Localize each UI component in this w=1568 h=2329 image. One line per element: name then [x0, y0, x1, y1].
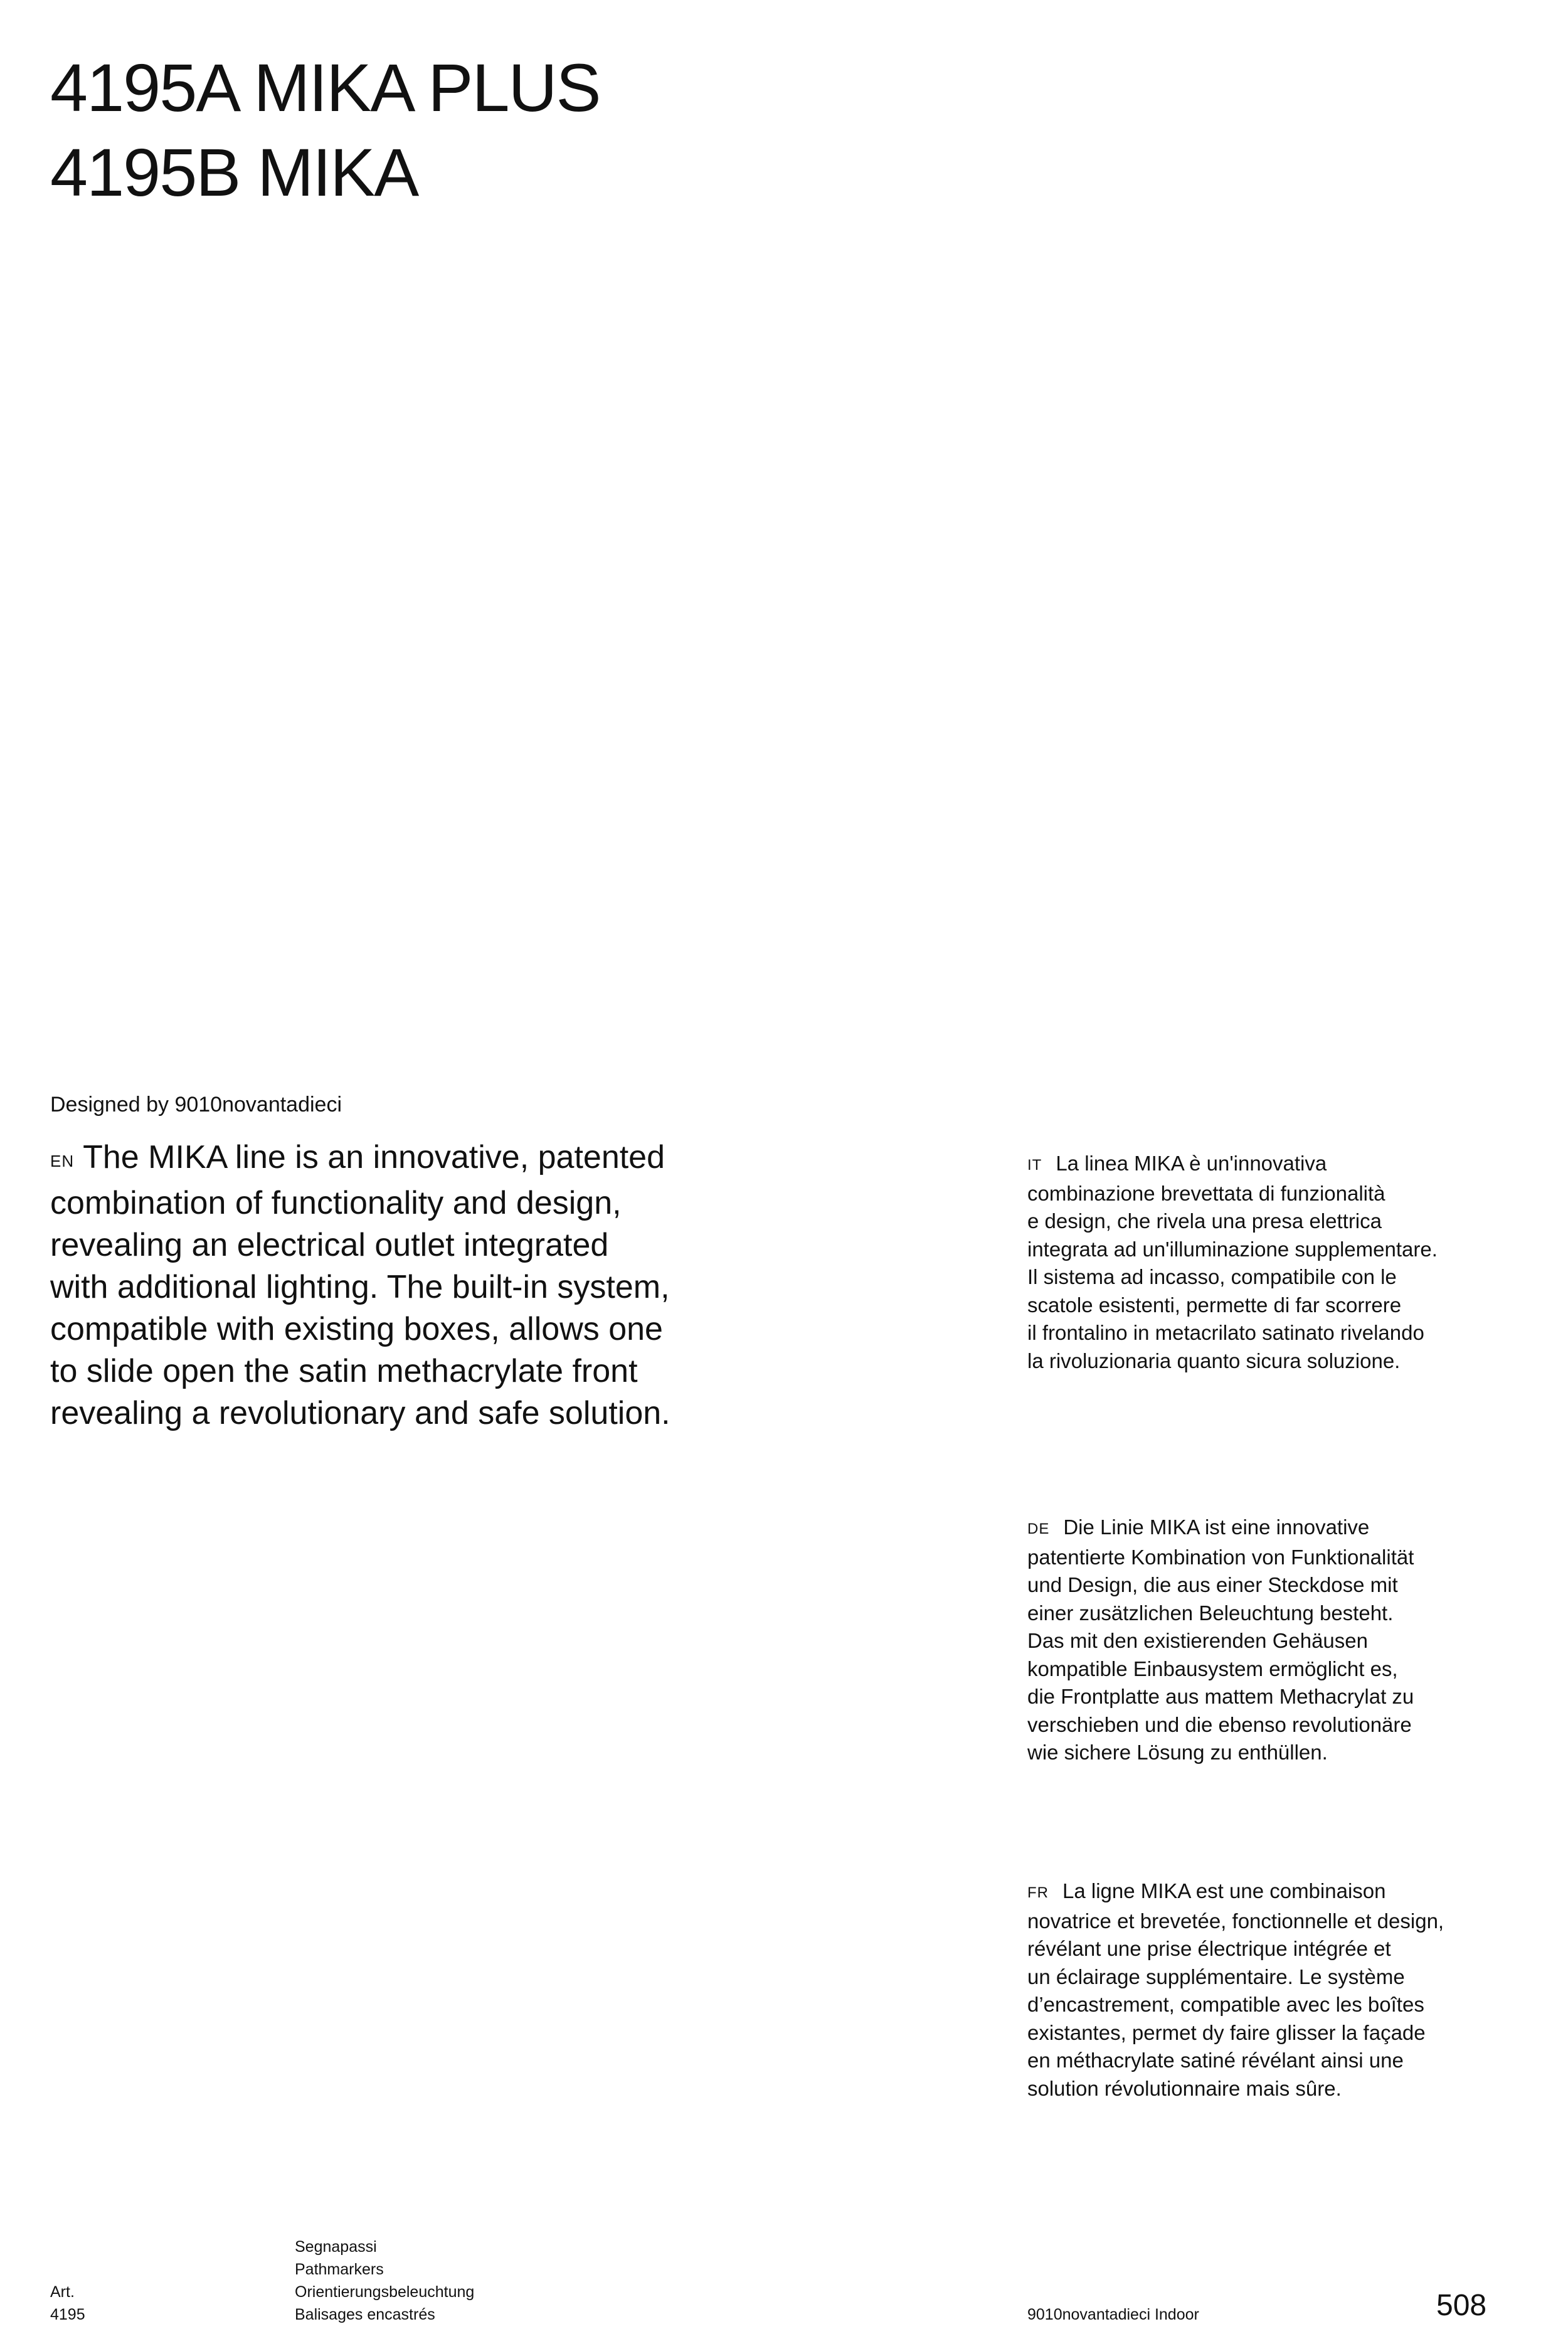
- language-code-it: IT: [1027, 1157, 1042, 1174]
- description-de: [1027, 1514, 1504, 1767]
- category-item: Segnapassi: [295, 2238, 377, 2256]
- title-line-2: 4195B MIKA: [50, 134, 418, 210]
- footer-brand: 9010novantadieci Indoor: [1027, 2306, 1199, 2323]
- designer-credit: Designed by 9010novantadieci: [50, 1093, 342, 1117]
- language-code-fr: FR: [1027, 1884, 1049, 1901]
- description-en-text: The MIKA line is an innovative, patented combination of functionality and design, revealing an electrical outlet integrated with additional lighting. The built-in system, compatible with existing boxes, allows one to slide open the satin methacrylate front revealing a revolutionary and safe solution.: [50, 1139, 670, 1431]
- description-it-text: La linea MIKA è un'innovativa combinazione brevettata di funzionalità e design, che rivela una presa elettrica integrata ad un'illuminazione supplementare. Il sistema ad incasso, compatibile con le scatole esistenti, permette di far scorrere il frontalino in metacrilato satinato rivelando la rivoluzionaria quanto sicura soluzione.: [1027, 1152, 1438, 1372]
- category-item: Orientierungsbeleuchtung: [295, 2283, 475, 2301]
- description-it: [1027, 1150, 1504, 1375]
- category-item: Balisages encastrés: [295, 2306, 435, 2323]
- category-list: [295, 2236, 474, 2326]
- description-fr-text: La ligne MIKA est une combinaison novatrice et brevetée, fonctionnelle et design, révélant une prise électrique intégrée et un éclairage supplémentaire. Le système d’encastrement, compatible avec les boîtes existantes, permet dy faire glisser la façade en méthacrylate satiné révélant ainsi une solution révolutionnaire mais sûre.: [1027, 1879, 1444, 2100]
- language-code-de: DE: [1027, 1520, 1050, 1537]
- page-title: [50, 45, 600, 215]
- article-label: Art.: [50, 2283, 75, 2301]
- article-reference: [50, 2281, 85, 2326]
- category-item: Pathmarkers: [295, 2261, 384, 2278]
- article-number: 4195: [50, 2306, 85, 2323]
- description-fr: [1027, 1877, 1504, 2103]
- language-code-en: EN: [50, 1152, 75, 1170]
- description-de-text: Die Linie MIKA ist eine innovative patentierte Kombination von Funktionalität und Design, die aus einer Steckdose mit einer zusätzlichen Beleuchtung besteht. Das mit den existierenden Gehäusen kompatible Einbausystem ermöglicht es, die Frontplatte aus mattem Methacrylat zu verschieben und die ebenso revolutionäre wie sichere Lösung zu enthüllen.: [1027, 1515, 1414, 1764]
- description-en: [50, 1137, 728, 1435]
- page-number: 508: [1436, 2289, 1487, 2322]
- title-line-1: 4195A MIKA PLUS: [50, 50, 600, 125]
